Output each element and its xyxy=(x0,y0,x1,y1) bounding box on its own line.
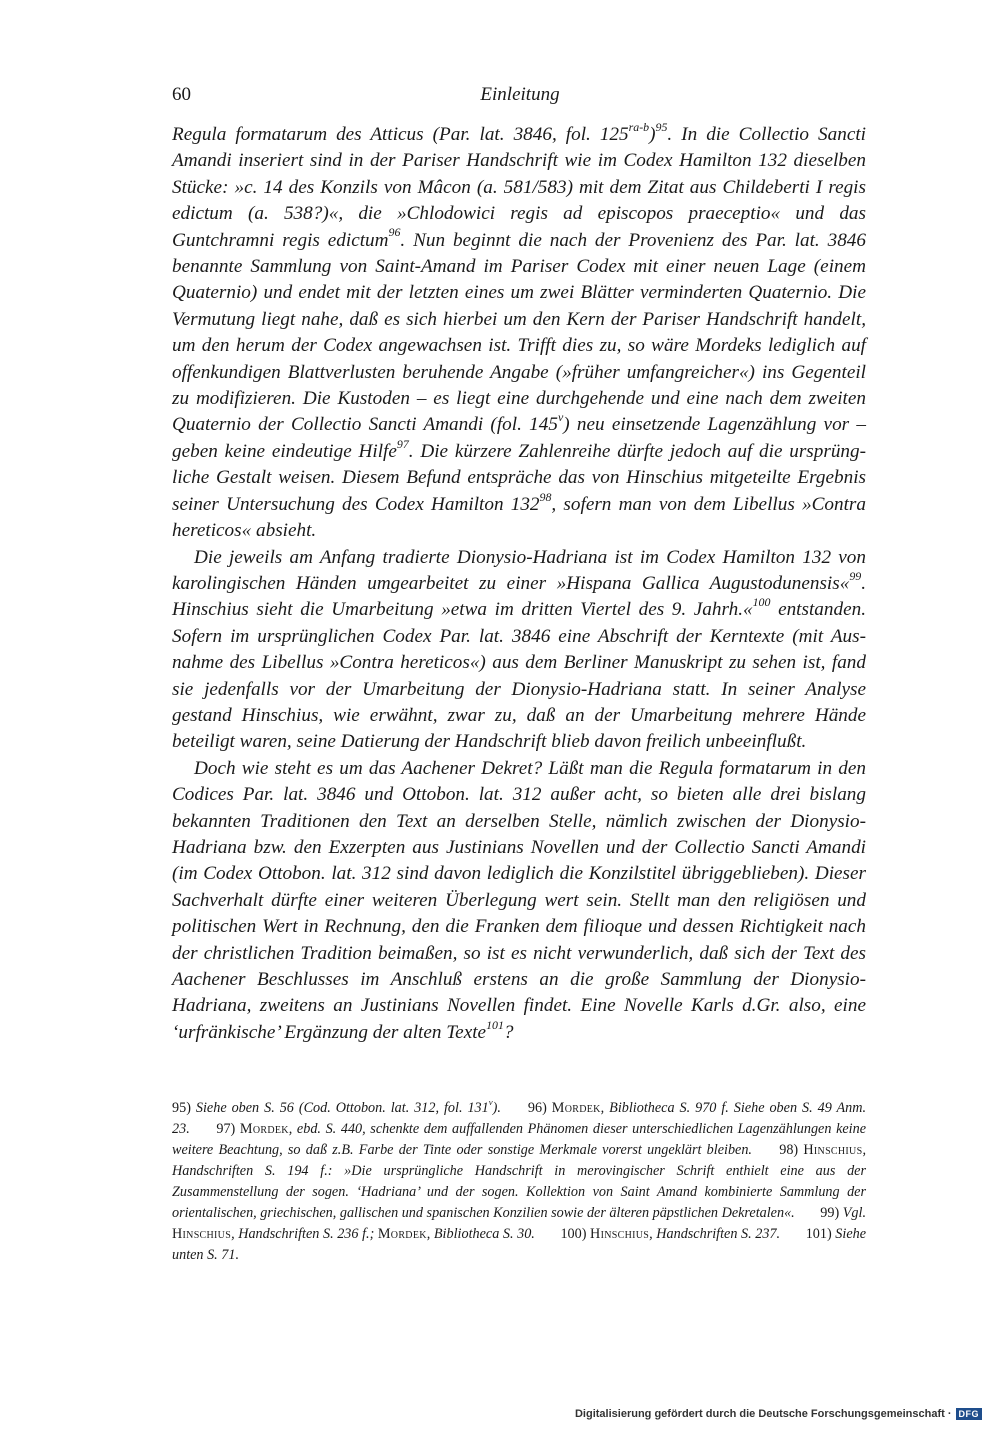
footnote-ref-96[interactable]: 96 xyxy=(388,225,401,240)
footnote-number: 101) xyxy=(805,1226,832,1242)
author-name: Hinschius xyxy=(590,1226,650,1242)
footnote-ref-100[interactable]: 100 xyxy=(752,595,771,610)
footnote-text: , Handschriften S. 236 f.; xyxy=(231,1226,378,1242)
footnote-text: , Handschriften S. 237. xyxy=(649,1226,781,1242)
author-name: Hinschius xyxy=(803,1142,863,1158)
footnote-number: 98) xyxy=(779,1142,799,1158)
page-number: 60 xyxy=(172,84,191,105)
text-span: entstanden. Sofern im ursprünglichen Codex Par. lat. 3846 eine Abschrift der Kerntexte (mit Ausnahme des Libellus »Contra hereticos«) aus dem Berliner Manuskript zu sehen ist, fand sie jedenfalls vor der Umarbeitung der Dionysio-Hadriana statt. In seiner Analyse gestand Hinschius, wie erwähnt, zwar zu, daß an der Umarbeitung mehrere Hände beteiligt waren, seine Datierung der Handschrift blieb davon freilich unbeeinflußt. xyxy=(172,599,866,753)
footnote-ref-99[interactable]: 99 xyxy=(849,568,862,583)
superscript: ra-b xyxy=(628,119,650,134)
text-span: Die jeweils am Anfang tradierte Dionysio-Hadriana ist im Codex Hamilton 132 von karolingischen Händen umgearbeitet zu einer »Hispana Gallica Augustodunensis« xyxy=(172,546,866,594)
footer-text: Digitalisierung gefördert durch die Deutsche Forschungsgemeinschaft · xyxy=(574,1408,952,1420)
footnote-text: Vgl. xyxy=(842,1205,867,1221)
footnote-text: Siehe unten S. 71. xyxy=(172,1226,867,1263)
paragraph-3 xyxy=(172,756,866,1046)
text-span: , sofern man von dem Libellus »Contra hereticos« absieht. xyxy=(172,493,866,542)
paragraph-1 xyxy=(172,119,866,545)
footnotes xyxy=(172,1098,866,1266)
footnote-number: 99) xyxy=(820,1205,840,1221)
superscript: v xyxy=(557,410,564,425)
author-name: Hinschius xyxy=(172,1226,232,1242)
dfg-logo: DFG xyxy=(956,1408,983,1420)
footnote-ref-101[interactable]: 101 xyxy=(486,1017,504,1032)
footnote-95 xyxy=(172,1096,501,1116)
footnote-text: , ebd. S. 440, schenkte dem auffallenden Phänomen dieser unterschiedlichen Lagenzählungen keine weitere Beachtung, so daß z.B. Farbe der Tinte oder sonstige Merkmale vorerst ungeklärt bleiben. xyxy=(172,1121,866,1158)
footnote-text: ). xyxy=(492,1100,501,1116)
footnote-97 xyxy=(172,1121,866,1158)
author-name: Mordek xyxy=(377,1226,427,1242)
footnote-text: , Bibliotheca S. 30. xyxy=(426,1226,535,1242)
text-span: Regula formatarum des Atticus (Par. lat. 3846, fol. 125 xyxy=(172,124,629,145)
footnote-100 xyxy=(560,1226,780,1242)
footnote-number: 96) xyxy=(527,1100,547,1116)
running-head: Einleitung xyxy=(480,84,560,105)
text-span: . Hinschius sieht die Umarbeitung »etwa im dritten Viertel des 9. Jahrh.« xyxy=(172,572,866,621)
text-span: ) neu einsetzende Lagenzählung vor – geben keine eindeutige Hilfe xyxy=(172,414,866,462)
text-span: . Die kürzere Zahlenreihe dürfte jedoch auf die ursprüngliche Gestalt weisen. Diesem Befund entspräche das von Hinschius mitgeteilte Ergebnis seiner Untersuchung des Codex Hamilton 132 xyxy=(172,440,866,515)
digitization-footer xyxy=(575,1408,982,1420)
footnote-text: , Bibliotheca S. 970 f. Siehe oben S. 49 Anm. 23. xyxy=(172,1100,867,1137)
footnote-text: Siehe oben S. 56 (Cod. Ottobon. lat. 312, fol. 131 xyxy=(195,1100,489,1116)
footnote-number: 97) xyxy=(216,1121,236,1137)
footnote-number: 95) xyxy=(172,1100,191,1116)
footnote-number: 100) xyxy=(560,1226,587,1242)
text-span: . In die Collectio Sancti Amandi inseriert sind in der Pariser Handschrift wie im Codex Hamilton 132 dieselben Stücke: »c. 14 des Konzils von Mâcon (a. 581/583) mit dem Zitat aus Childeberti I regis edictum (a. 538?)«, die »Chlodowici regis ad episcopos praeceptio« und das Guntchramni regis edictum xyxy=(172,124,866,251)
main-text xyxy=(172,119,866,1046)
text-span: ? xyxy=(503,1021,514,1043)
footnotes-block xyxy=(172,1098,866,1266)
text-span: Doch wie steht es um das Aachener Dekret? Läßt man die Regula formatarum in den Codices Par. lat. 3846 und Ottobon. lat. 312 außer acht, so bieten alle drei bislang bekannten Traditionen den Text an derselben Stelle, nämlich zwischen der Dionysio-Hadriana bzw. den Exzerpten aus Justinians Novellen und der Collectio Sancti Amandi (im Codex Ottobon. lat. 312 sind davon lediglich die Konzilstitel übriggeblieben). Dieser Sachverhalt dürfte einer weiteren Überlegung wert sein. Stellt man den religiösen und politischen Wert in Rechnung, den die Franken dem filioque und dessen Richtigkeit nach der christlichen Tradition beimaßen, so ist es nicht verwunderlich, daß sich der Text des Aachener Beschlusses im Anschluß erstens an die große Sammlung der Dionysio-Hadriana, zweitens an Justinians Novellen findet. Eine Novelle Karls d.Gr. also, eine ‘urfränkische’ Ergänzung der alten Texte xyxy=(172,757,866,1043)
text-span: ) xyxy=(649,124,656,145)
footnote-ref-95[interactable]: 95 xyxy=(655,119,668,134)
author-name: Mordek xyxy=(551,1100,601,1116)
footnote-ref-97[interactable]: 97 xyxy=(396,436,409,451)
footnote-ref-98[interactable]: 98 xyxy=(539,489,552,504)
footnote-text: , Handschriften S. 194 f.: »Die ursprüngliche Handschrift in merovingischer Schrift enthielt eine aus der Zusammenstellung der sogen. ‘Hadriana’ und der sogen. Kollektion von Saint Amand kombinierte Sammlung der orientalischen, griechischen, gallischen und spanischen Konzilien sowie der älteren päpstlichen Dekretalen«. xyxy=(172,1142,866,1221)
author-name: Mordek xyxy=(239,1121,289,1137)
text-span: . Nun beginnt die nach der Provenienz des Par. lat. 3846 benannte Sammlung von Saint-Amand im Pariser Codex mit einer neuen Lage (einem Quaternio) und endet mit der letzten eines um zwei Blätter verminderten Quaternio. Die Vermutung liegt nahe, daß es sich hierbei um den Kern der Pariser Handschrift handelt, um den herum der Codex angewachsen ist. Trifft dies zu, so wäre Mordeks lediglich auf offenkundigen Blattverlusten beruhende Angabe (»früher umfangreicher«) ins Gegenteil zu modifizieren. Die Kustoden – es liegt eine durchgehende und eine nach dem zweiten Quaternio der Collectio Sancti Amandi (fol. 145 xyxy=(172,229,866,436)
superscript: v xyxy=(488,1096,493,1107)
paragraph-2 xyxy=(172,545,866,756)
